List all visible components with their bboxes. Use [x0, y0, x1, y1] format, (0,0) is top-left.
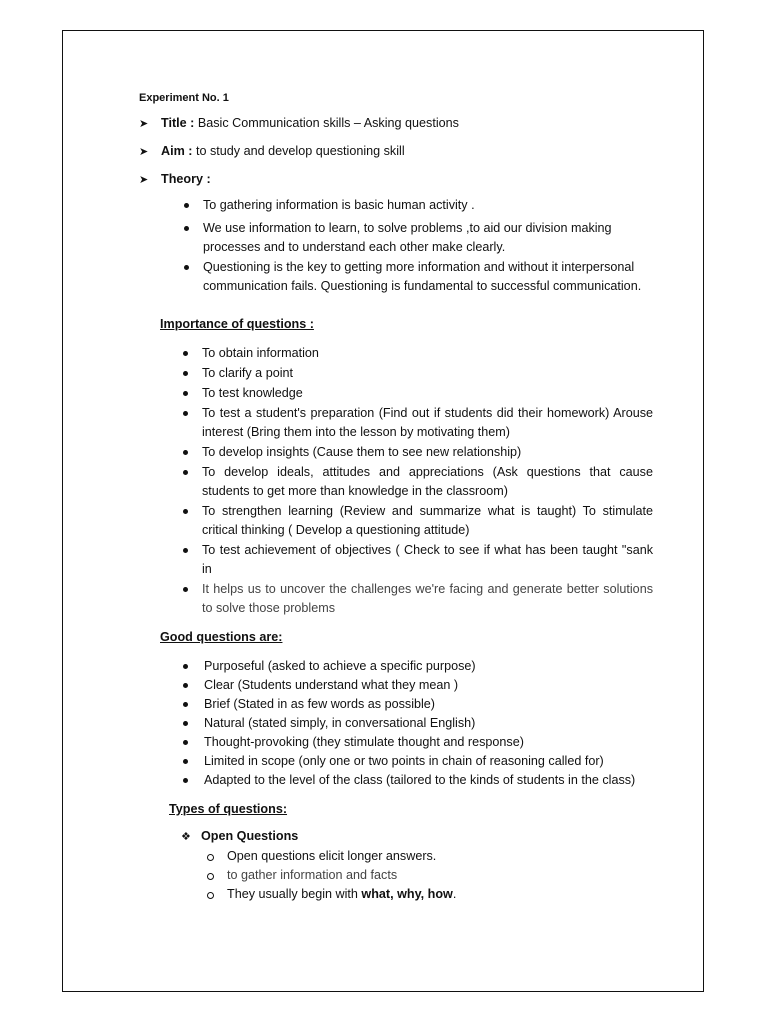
list-item: To test a student's preparation (Find out if students did their homework) Arouse interest (Bring them into the lesson by motivating them) — [202, 404, 653, 442]
list-item: Open questions elicit longer answers. — [227, 847, 653, 866]
list-item: Natural (stated simply, in conversational English) — [204, 714, 653, 733]
list-item: We use information to learn, to solve problems ,to aid our division making processes and to understand each other make clearly. — [203, 219, 653, 257]
aim-label: Aim : — [161, 144, 193, 158]
list-item: To clarify a point — [202, 364, 653, 383]
list-item: Limited in scope (only one or two points in chain of reasoning called for) — [204, 752, 653, 771]
aim-row — [139, 142, 653, 162]
arrow-bullet-icon: ➤ — [139, 174, 149, 186]
list-item: Questioning is the key to getting more information and without it interpersonal communication fails. Questioning is fundamental to successful communication. — [203, 258, 653, 296]
document-content — [139, 89, 653, 904]
experiment-number: Experiment No. 1 — [139, 92, 229, 104]
open-questions-row — [181, 827, 653, 847]
aim-text: to study and develop questioning skill — [195, 144, 405, 158]
title-text: Basic Communication skills – Asking questions — [197, 116, 459, 130]
arrow-bullet-icon: ➤ — [139, 146, 149, 158]
list-item: To develop insights (Cause them to see new relationship) — [202, 443, 653, 462]
theory-list — [203, 196, 653, 296]
open-last-suffix: . — [452, 887, 457, 901]
list-item: Adapted to the level of the class (tailored to the kinds of students in the class) — [204, 771, 653, 790]
list-item: It helps us to uncover the challenges we're facing and generate better solutions to solve those problems — [202, 580, 653, 618]
list-item: Thought-provoking (they stimulate thought and response) — [204, 733, 653, 752]
theory-row — [139, 170, 653, 190]
list-item: Purposeful (asked to achieve a specific purpose) — [204, 657, 653, 676]
list-item: To strengthen learning (Review and summarize what is taught) To stimulate critical thinking ( Develop a questioning attitude) — [202, 502, 653, 540]
list-item: To develop ideals, attitudes and appreciations (Ask questions that cause students to get more than knowledge in the classroom) — [202, 463, 653, 501]
document-page — [62, 30, 704, 992]
diamond-bullet-icon: ❖ — [181, 831, 191, 843]
good-questions-list — [204, 657, 653, 790]
importance-list — [202, 344, 653, 618]
list-item: To test knowledge — [202, 384, 653, 403]
open-last-prefix: They usually begin with — [227, 887, 362, 901]
list-item: Brief (Stated in as few words as possible) — [204, 695, 653, 714]
theory-label: Theory : — [161, 172, 211, 186]
title-label: Title : — [161, 116, 195, 130]
importance-heading: Importance of questions : — [160, 317, 314, 331]
open-questions-list — [227, 847, 653, 904]
open-questions-label: Open Questions — [201, 829, 299, 843]
list-item: to gather information and facts — [227, 866, 653, 885]
list-item — [227, 885, 653, 904]
list-item: To gathering information is basic human activity . — [203, 196, 653, 215]
types-heading: Types of questions: — [169, 802, 288, 816]
open-last-bold: what, why, how — [361, 887, 453, 901]
list-item: Clear (Students understand what they mean ) — [204, 676, 653, 695]
list-item: To test achievement of objectives ( Check to see if what has been taught "sank in — [202, 541, 653, 579]
arrow-bullet-icon: ➤ — [139, 118, 149, 130]
title-row — [139, 114, 653, 134]
good-questions-heading: Good questions are: — [160, 630, 283, 644]
list-item: To obtain information — [202, 344, 653, 363]
